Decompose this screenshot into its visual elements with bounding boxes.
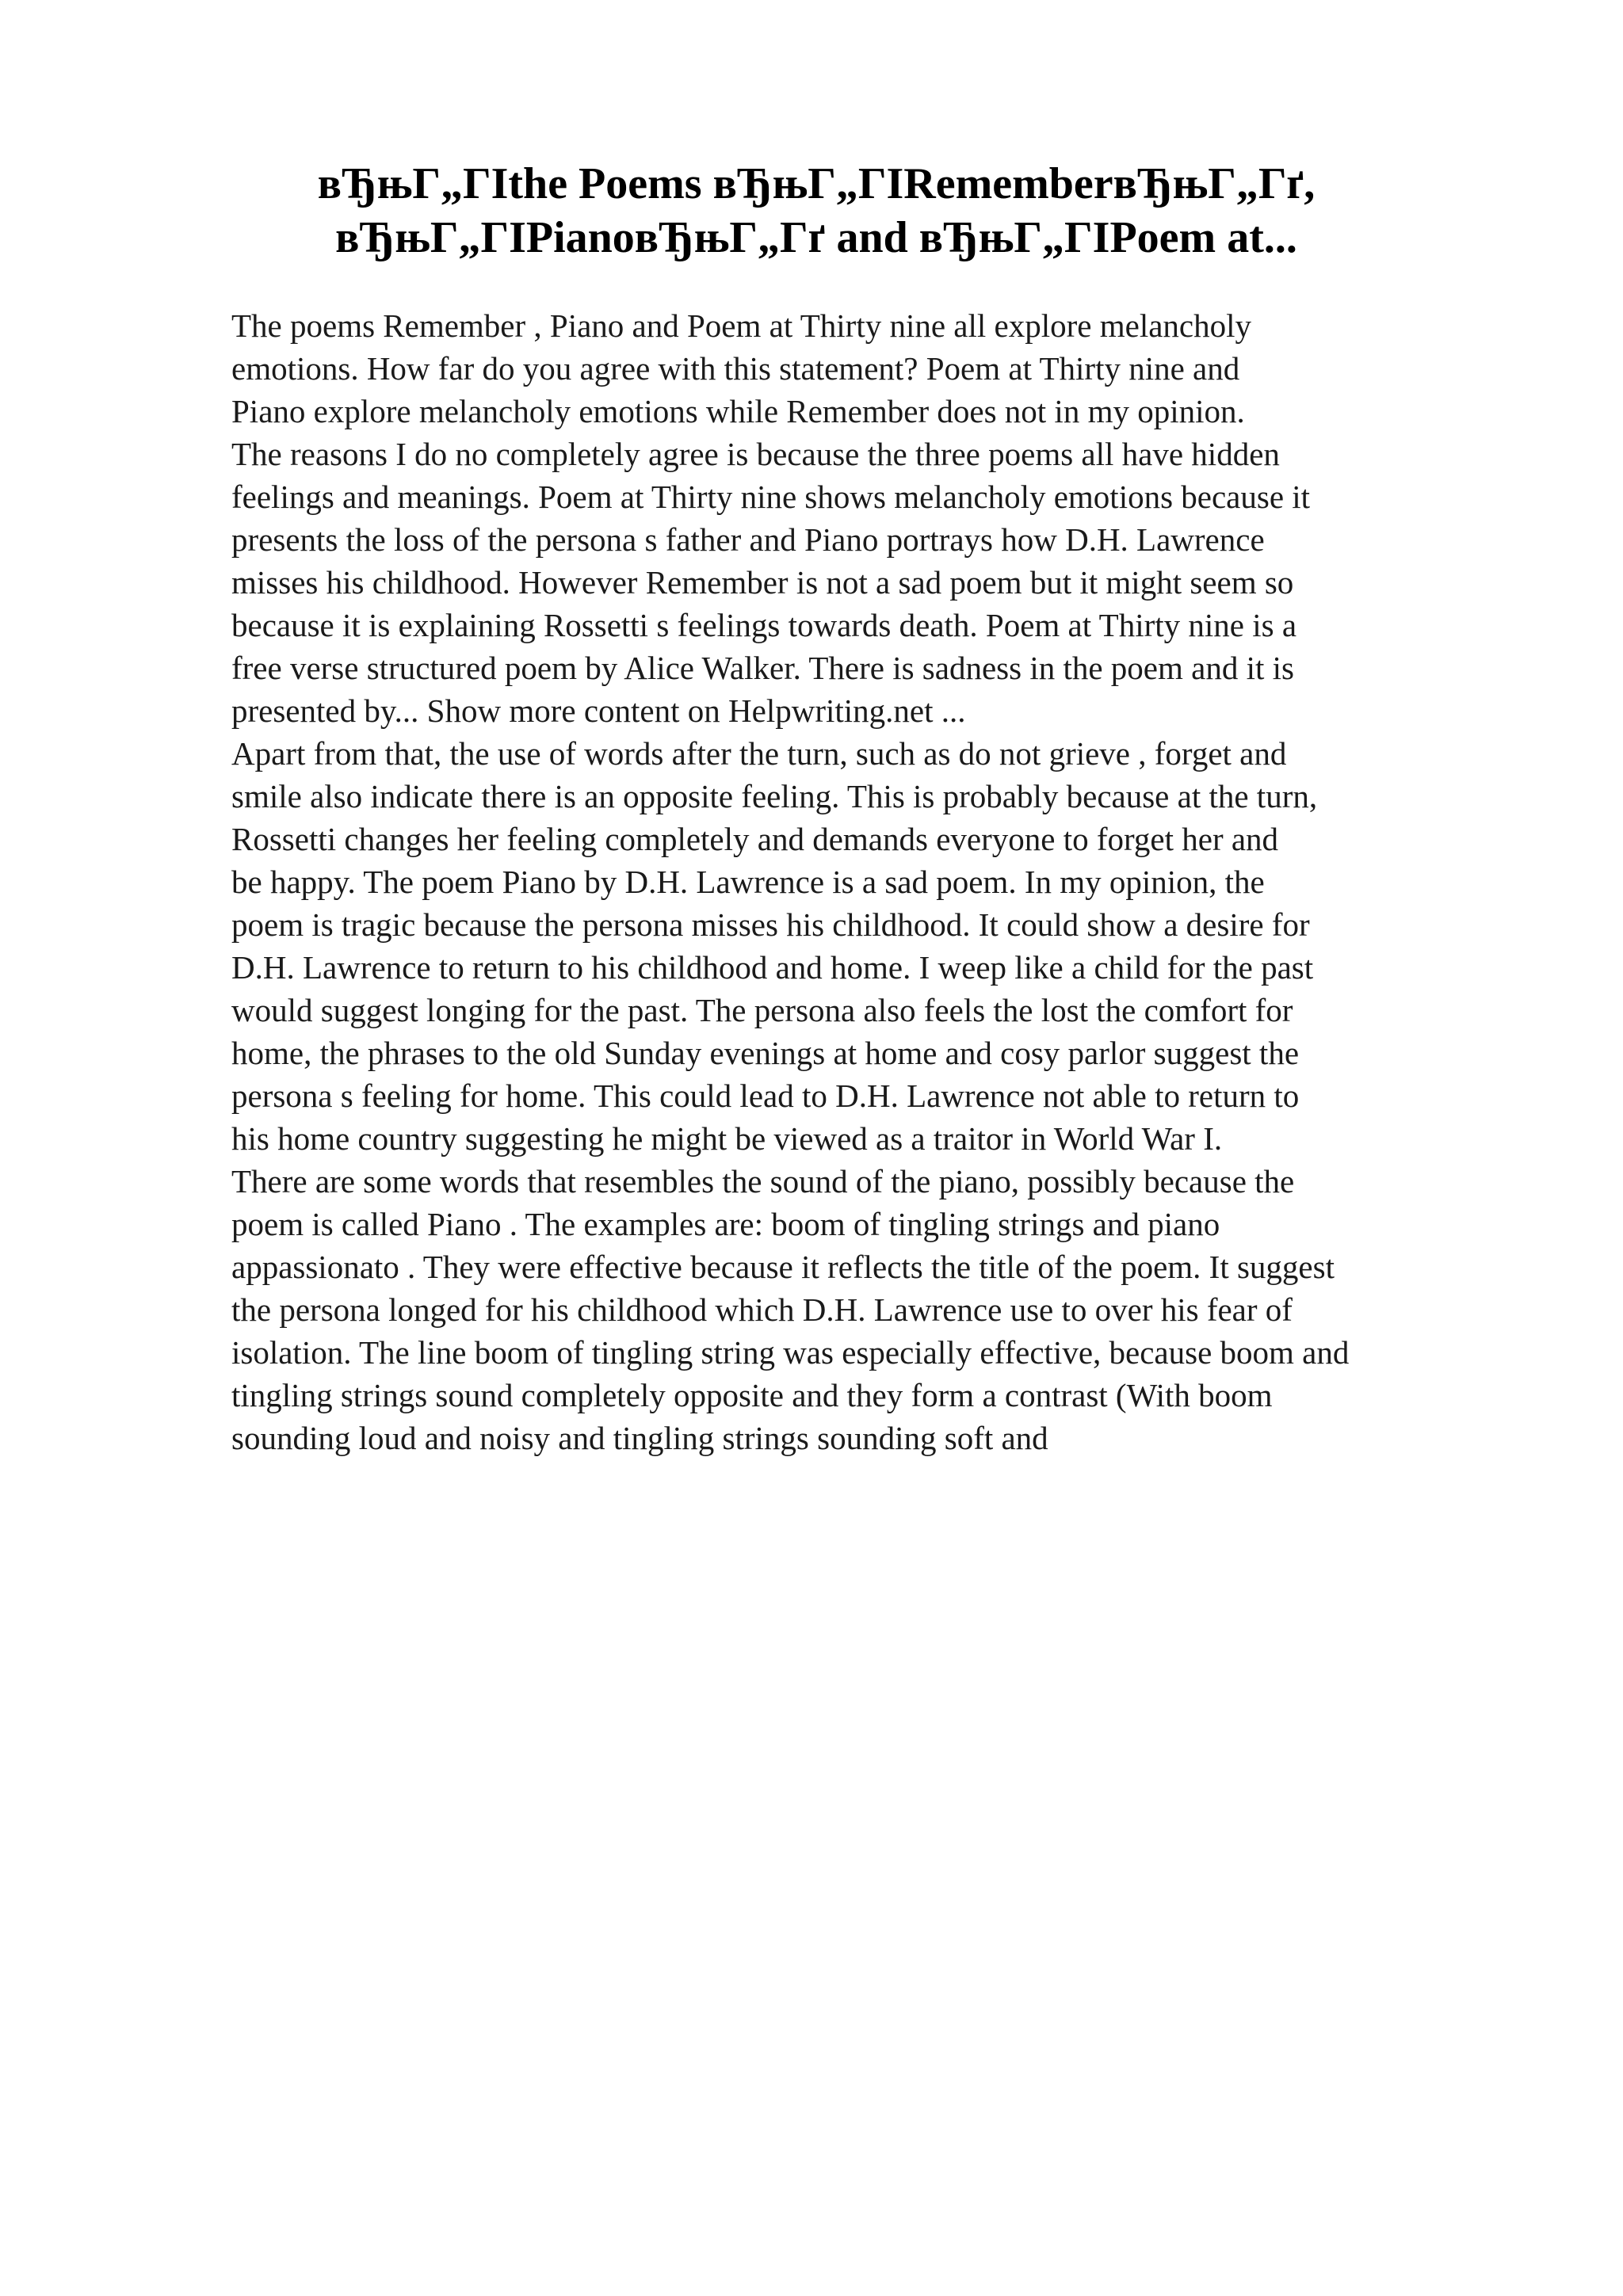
body-line: appassionato . They were effective because it reflects the title of the poem. It suggest (231, 1249, 1335, 1285)
body-line: There are some words that resembles the sound of the piano, possibly because the (231, 1163, 1295, 1199)
body-line: his home country suggesting he might be viewed as a traitor in World War I. (231, 1120, 1223, 1157)
body-line: tingling strings sound completely opposite and they form a contrast (With boom (231, 1377, 1273, 1413)
body-line: the persona longed for his childhood which D.H. Lawrence use to over his fear of (231, 1291, 1293, 1328)
body-line: presented by... Show more content on Helpwriting.net ... (231, 692, 966, 729)
body-line: The poems Remember , Piano and Poem at Thirty nine all explore melancholy (231, 307, 1251, 344)
body-line: persona s feeling for home. This could lead to D.H. Lawrence not able to return to (231, 1077, 1300, 1114)
body-line: free verse structured poem by Alice Walker. There is sadness in the poem and it is (231, 650, 1294, 686)
body-line: sounding loud and noisy and tingling strings sounding soft and (231, 1420, 1048, 1456)
body-line: smile also indicate there is an opposite feeling. This is probably because at the turn, (231, 778, 1318, 814)
body-line: would suggest longing for the past. The persona also feels the lost the comfort for (231, 992, 1293, 1028)
body-line: emotions. How far do you agree with this statement? Poem at Thirty nine and (231, 350, 1240, 387)
body-line: Apart from that, the use of words after the turn, such as do not grieve , forget and (231, 735, 1287, 772)
title-line: вЂњГ„ГIthe Poems вЂњГ„ГIRememberвЂњГ„Гґ, (317, 159, 1316, 208)
body-line: Piano explore melancholy emotions while Remember does not in my opinion. (231, 393, 1245, 429)
body-line: The reasons I do no completely agree is because the three poems all have hidden (231, 436, 1280, 472)
body-line: poem is tragic because the persona misses his childhood. It could show a desire for (231, 906, 1310, 943)
body-line: because it is explaining Rossetti s feelings towards death. Poem at Thirty nine is a (231, 607, 1297, 643)
body-line: D.H. Lawrence to return to his childhood and home. I weep like a child for the past (231, 949, 1314, 986)
body-line: feelings and meanings. Poem at Thirty nine shows melancholy emotions because it (231, 479, 1311, 515)
document-body (231, 304, 1515, 1459)
body-line: poem is called Piano . The examples are: boom of tingling strings and piano (231, 1206, 1220, 1242)
body-line: be happy. The poem Piano by D.H. Lawrence is a sad poem. In my opinion, the (231, 864, 1265, 900)
body-line: Rossetti changes her feeling completely and demands everyone to forget her and (231, 821, 1279, 857)
title-line: вЂњГ„ГIPianoвЂњГ„Гґ and вЂњГ„ГIPoem at... (335, 213, 1297, 262)
body-line: misses his childhood. However Remember is not a sad poem but it might seem so (231, 564, 1294, 601)
body-line: home, the phrases to the old Sunday evenings at home and cosy parlor suggest the (231, 1035, 1300, 1071)
body-line: presents the loss of the persona s father and Piano portrays how D.H. Lawrence (231, 521, 1265, 558)
body-line: isolation. The line boom of tingling string was especially effective, because boom and (231, 1334, 1350, 1371)
document-title (230, 157, 1403, 265)
